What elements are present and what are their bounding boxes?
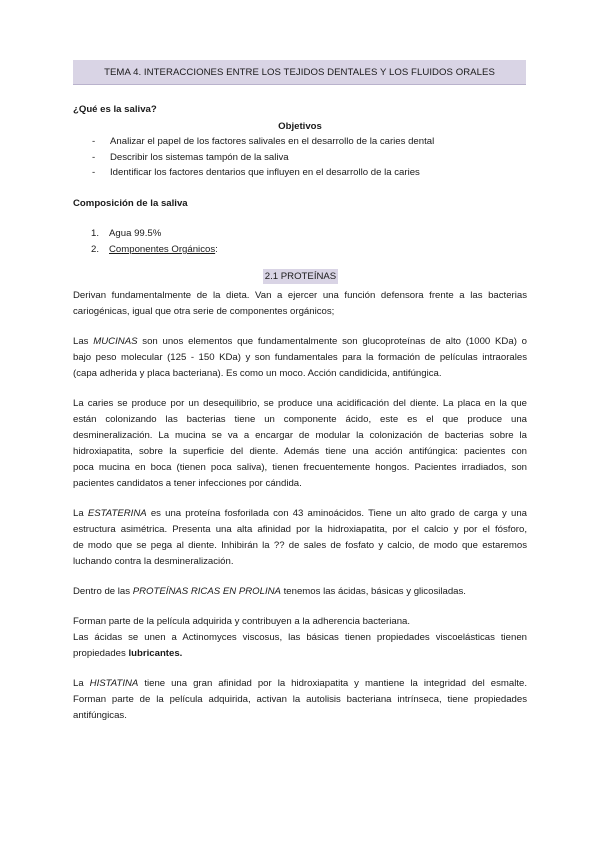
objective-item: - Identificar los factores dentarios que influyen en el desarrollo de la caries [92, 167, 420, 178]
paragraph-line: Derivan fundamentalmente de la dieta. Van a ejercer una función defensora frente a las bacterias [73, 290, 527, 301]
paragraph-line: Dentro de las PROTEÍNAS RICAS EN PROLINA tenemos las ácidas, básicas y glicosiladas. [73, 586, 466, 597]
term-histatina: HISTATINA [89, 678, 139, 689]
paragraph-line: bajo peso molecular (125 - 150 KDa) y son fundamentales para la formación de películas intraorales [73, 352, 527, 363]
paragraph-line: La ESTATERINA es una proteína fosforilada con 43 aminoácidos. Tiene un alto grado de carga y una [73, 508, 527, 519]
paragraph-line: de modo que se pega al diente. Inhibirán la ?? de sales de fosfato y calcio, de modo que estaremos [73, 540, 527, 551]
term-mucinas: MUCINAS [93, 336, 138, 347]
paragraph-line: Las ácidas se unen a Actinomyces viscosus, las básicas tienen propiedades viscoelásticas tienen [73, 632, 527, 643]
paragraph-line: propiedades lubricantes. [73, 648, 183, 659]
paragraph-line: hidroxiapatita, sobre la superficie del diente. Además tiene una acción antifúngica: pacientes con [73, 446, 527, 457]
composition-heading: Composición de la saliva [73, 198, 188, 209]
section-heading: 2.1 PROTEÍNAS [264, 271, 337, 282]
objectives-heading: Objetivos [278, 121, 322, 132]
paragraph-line: estructura asimétrica. Presenta una alta afinidad por la hidroxiapatita, por el calcio y por el fósforo, [73, 524, 527, 535]
document-title: TEMA 4. INTERACCIONES ENTRE LOS TEJIDOS DENTALES Y LOS FLUIDOS ORALES [73, 60, 526, 85]
composition-item: 1. Agua 99.5% [91, 228, 162, 239]
paragraph-line: antifúngicas. [73, 710, 127, 721]
paragraph-line: Forman parte de la película adquirida, activan la autolisis bacteriana intrínseca, tiene propiedades [73, 694, 527, 705]
paragraph-line: La caries se produce por un desequilibrio, se produce una acidificación del diente. La placa en la que [73, 398, 527, 409]
paragraph-line: están colonizando las bacterias tiene un componente ácido, este es el que produce una [73, 414, 527, 425]
term-estaterina: ESTATERINA [87, 508, 147, 519]
paragraph-line: poca mucina en boca (tienen poca saliva), tienen frecuentemente hongos. Pacientes irradiados, son [73, 462, 527, 473]
paragraph-line: (capa adherida y placa bacteriana). Es como un moco. Acción candidicida, antifúngica. [73, 368, 442, 379]
paragraph-line: cariogénicas, igual que otra serie de componentes orgánicos; [73, 306, 335, 317]
paragraph-line: Forman parte de la película adquirida y contribuyen a la adherencia bacteriana. [73, 616, 411, 627]
paragraph-line: pacientes candidatos a tener infecciones por cándida. [73, 478, 302, 489]
objective-item: - Describir los sistemas tampón de la saliva [92, 152, 289, 163]
composition-item: 2. Componentes Orgánicos: [91, 244, 218, 255]
question-heading: ¿Qué es la saliva? [73, 104, 157, 115]
paragraph-line: La HISTATINA tiene una gran afinidad por la hidroxiapatita y mantiene la integridad del esmalte. [73, 678, 527, 689]
objective-item: - Analizar el papel de los factores salivales en el desarrollo de la caries dental [92, 136, 435, 147]
paragraph-line: luchando contra la desmineralización. [73, 556, 234, 567]
paragraph-line: Las MUCINAS son unos elementos que fundamentalmente son glucoproteínas de alto (1000 KDa) o [73, 336, 527, 347]
term-proteinas-prolina: PROTEÍNAS RICAS EN PROLINA [132, 586, 281, 597]
paragraph-line: desmineralización. La mucina se va a encargar de modular la colonización de bacterias sobre la [73, 430, 527, 441]
